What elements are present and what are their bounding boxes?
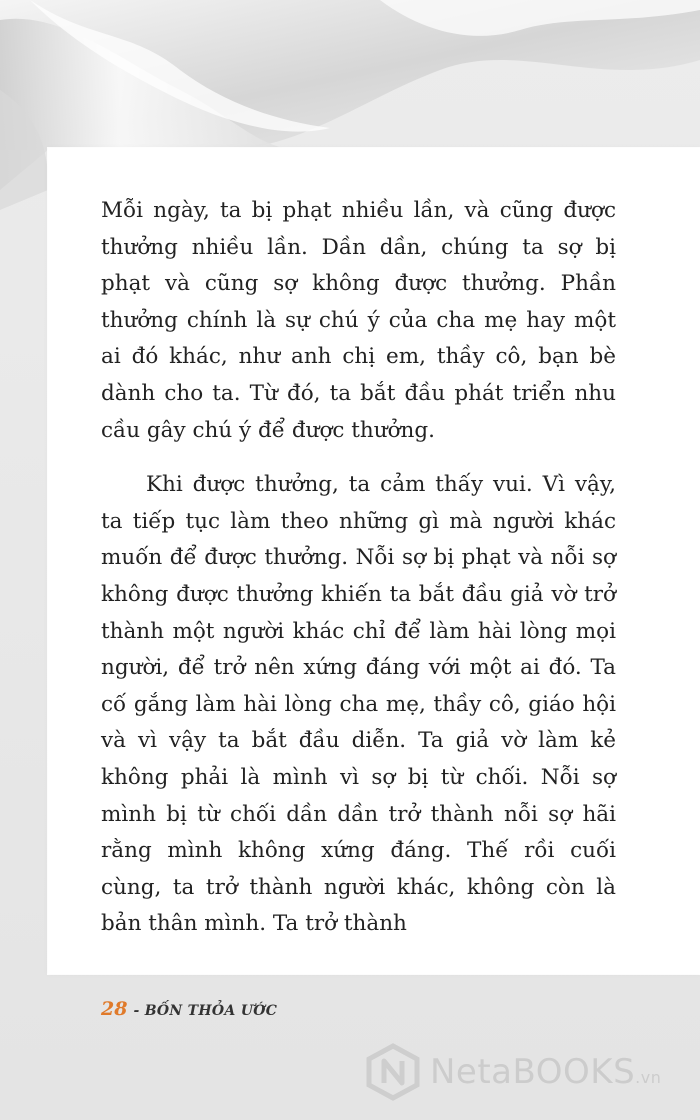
watermark-brand bbox=[430, 1052, 661, 1092]
watermark-brand-name: NetaBOOKS bbox=[430, 1052, 636, 1092]
body-text bbox=[101, 193, 616, 943]
page-footer bbox=[101, 998, 277, 1028]
paragraph-2: Khi được thưởng, ta cảm thấy vui. Vì vậy, ta tiếp tục làm theo những gì mà người khác muốn để được thưởng. Nỗi sợ bị phạt và nỗi sợ không được thưởng khiến ta bắt đầu giả vờ trở thành một người khác chỉ để làm hài lòng mọi người, để trở nên xứng đáng với một ai đó. Ta cố gắng làm hài lòng cha mẹ, thầy cô, giáo hội và vì vậy ta bắt đầu diễn. Ta giả vờ làm kẻ không phải là mình vì sợ bị từ chối. Nỗi sợ mình bị từ chối dần dần trở thành nỗi sợ hãi rằng mình không xứng đáng. Thế rồi cuối cùng, ta trở thành người khác, không còn là bản thân mình. Ta trở thành bbox=[101, 472, 616, 937]
watermark-domain-suffix: .vn bbox=[635, 1068, 662, 1087]
watermark bbox=[364, 1042, 661, 1102]
netabooks-logo-icon bbox=[364, 1043, 422, 1101]
page-number: 28 bbox=[101, 998, 128, 1020]
book-title: - BỐN THỎA ƯỚC bbox=[133, 1003, 278, 1019]
paragraph-1: Mỗi ngày, ta bị phạt nhiều lần, và cũng được thưởng nhiều lần. Dần dần, chúng ta sợ bị phạt và cũng sợ không được thưởng. Phần thưởng chính là sự chú ý của cha mẹ hay một ai đó khác, như anh chị em, thầy cô, bạn bè dành cho ta. Từ đó, ta bắt đầu phát triển nhu cầu gây chú ý để được thưởng. bbox=[101, 198, 616, 443]
